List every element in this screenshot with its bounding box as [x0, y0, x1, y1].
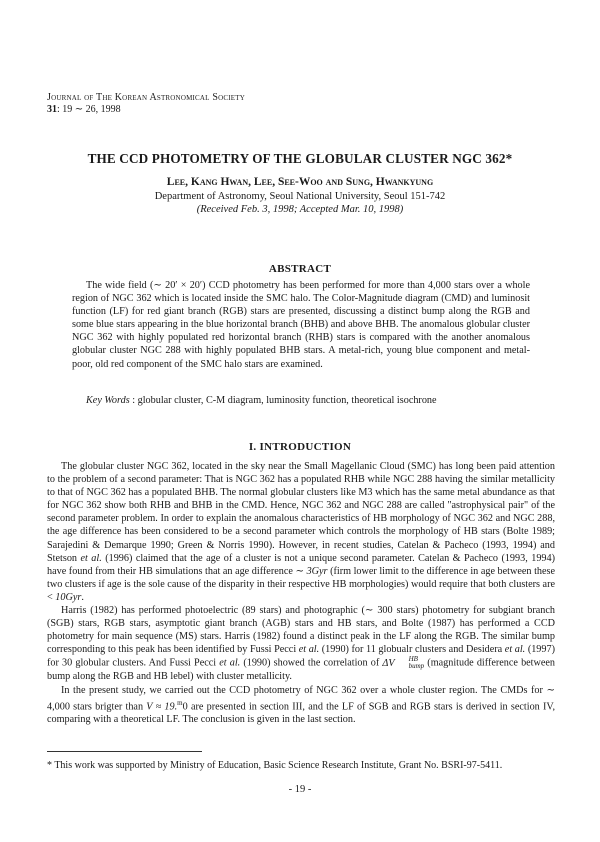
text-run-italic: et al.	[80, 552, 102, 564]
journal-name: Journal of The Korean Astronomical Society	[47, 92, 245, 103]
text-run: (1990) for 11 globualr clusters and Desidera	[319, 644, 505, 656]
text-run-italic: V ≈ 19.	[146, 700, 178, 712]
text-run: (1997) for 30 globular clusters. And Fussi Pecci	[47, 644, 555, 669]
text-run-italic: 10Gyr	[55, 591, 82, 603]
text-run-italic: ΔV	[382, 657, 395, 669]
abstract-text: The wide field (∼ 20′ × 20′) CCD photometry has been performed for more than 4,000 stars over a whole region of NGC 362 which is located inside the SMC halo. The Color-Magnitude diagram (CMD) and luminosit function (LF) for red giant branch (RGB) stars are presented, discussing a distinct bump along the RGB and some blue stars appearing in the blue horizontal branch (BHB) and above BHB. The anomalous globular cluster NGC 362 with highly populated red horizontal branch (RHB) stars is compared with the another anomalous globular cluster NGC 288 with highly populated BHB stars. A metal-rich, young blue component and metal-poor, old red component of the SMC halo stars are examined.	[72, 280, 530, 370]
intro-paragraph-2	[47, 604, 555, 683]
subscript: bump	[408, 662, 425, 671]
text-run-italic: et al.	[219, 657, 241, 669]
section-heading-introduction: I. INTRODUCTION	[248, 441, 352, 453]
journal-volume-line	[47, 104, 245, 116]
received-dates: (Received Feb. 3, 1998; Accepted Mar. 10, 1998)	[196, 204, 404, 215]
text-run-italic: et al.	[504, 644, 526, 656]
keywords-label: Key Words	[86, 395, 130, 406]
journal-header	[47, 92, 245, 116]
text-run-italic: 3Gyr	[306, 565, 328, 577]
footnote-divider	[47, 751, 202, 752]
text-run: 0 are presented in section III, and the LF of SGB and RGB stars is derived in section IV, comparing with a theoretical LF. The conclusion is given in the last section.	[47, 700, 555, 726]
text-run-italic: et al.	[298, 644, 320, 656]
footnote: * This work was supported by Ministry of Education, Basic Science Research Institute, Grant No. BSRI-97-5411.	[47, 760, 503, 771]
superscript: m	[177, 698, 183, 707]
text-run: The globular cluster NGC 362, located in the sky near the Small Magellanic Cloud (SMC) has long been paid attention to the problem of a second parameter: That is NGC 362 has a populated RHB while NGC 288 having the similar metallicity to that of NGC 362 has a populated BHB. The normal globular clusters like M3 which has the same metal abundance as that for NGC 362 show both RHB and BHB in the CMD. Hence, NGC 362 and NGC 288 are called "astrophysical pair" of the second parameter problem. In order to explain the anomalous characteristics of HB morphology of NGC 362 and NGC 288, the age difference has been considered to be a second parameter which controls the morphology of HB stars (Bolte 1989; Sarajedini & Demarque 1990; Green & Norris 1990). However, in recent studies, Catelan & Pacheco (1993, 1994) and Stetson	[47, 461, 555, 564]
volume-number: 31	[47, 104, 57, 115]
author-affiliation: Department of Astronomy, Seoul National University, Seoul 151-742	[154, 191, 446, 202]
page-number: - 19 -	[288, 784, 312, 795]
superscript: HB	[408, 655, 418, 664]
text-run: In the present study, we carried out the CCD photometry of NGC 362 over a whole cluster region. The CMDs for ∼ 4,000 stars brigter than	[47, 684, 555, 712]
text-run: (1990) showed the correlation of	[240, 657, 383, 669]
text-run: (magnitude difference between bump along the RGB and HB lebel) with cluster metallicity.	[47, 657, 556, 683]
text-run: Harris (1982) has performed photoelectric (89 stars) and photographic (∼ 300 stars) photometry for subgiant branch (SGB) stars, RGB stars, asymptotic giant branch (AGB) stars and HB stars, and Bolte (1987) has performed a CCD photometry for main sequence (MS) stars. Harris (1982) found a distinct peak in the LF along the RGB. The similar bump corresponding to this peak has been identified by Fussi Pecci	[47, 605, 555, 656]
intro-paragraph-3	[47, 684, 555, 727]
abstract-heading: ABSTRACT	[268, 263, 332, 275]
introduction-body	[47, 460, 555, 726]
keywords-line	[86, 394, 530, 407]
paper-authors: Lee, Kang Hwan, Lee, See-Woo and Sung, Hwankyung	[166, 176, 434, 188]
text-run: .	[81, 591, 84, 603]
text-run: (1996) claimed that the age of a cluster is not a unique second parameter. Catelan & Pacheco (1993, 1994) have found from their HB simulations that an age difference ∼	[47, 552, 555, 577]
keywords-list: : globular cluster, C-M diagram, luminosity function, theoretical isochrone	[129, 395, 437, 406]
delta-v-bump-symbol	[382, 655, 425, 671]
paper-title: THE CCD PHOTOMETRY OF THE GLOBULAR CLUSTER NGC 362*	[87, 151, 513, 166]
page-range: : 19 ∼ 26, 1998	[57, 104, 121, 115]
intro-paragraph-1	[47, 460, 555, 604]
text-run: (firm lower limit to the difference in age between these two clusters if age is the sole cause of the disparity in their respective HB morphologies) would require that both clusters are <	[47, 565, 555, 603]
